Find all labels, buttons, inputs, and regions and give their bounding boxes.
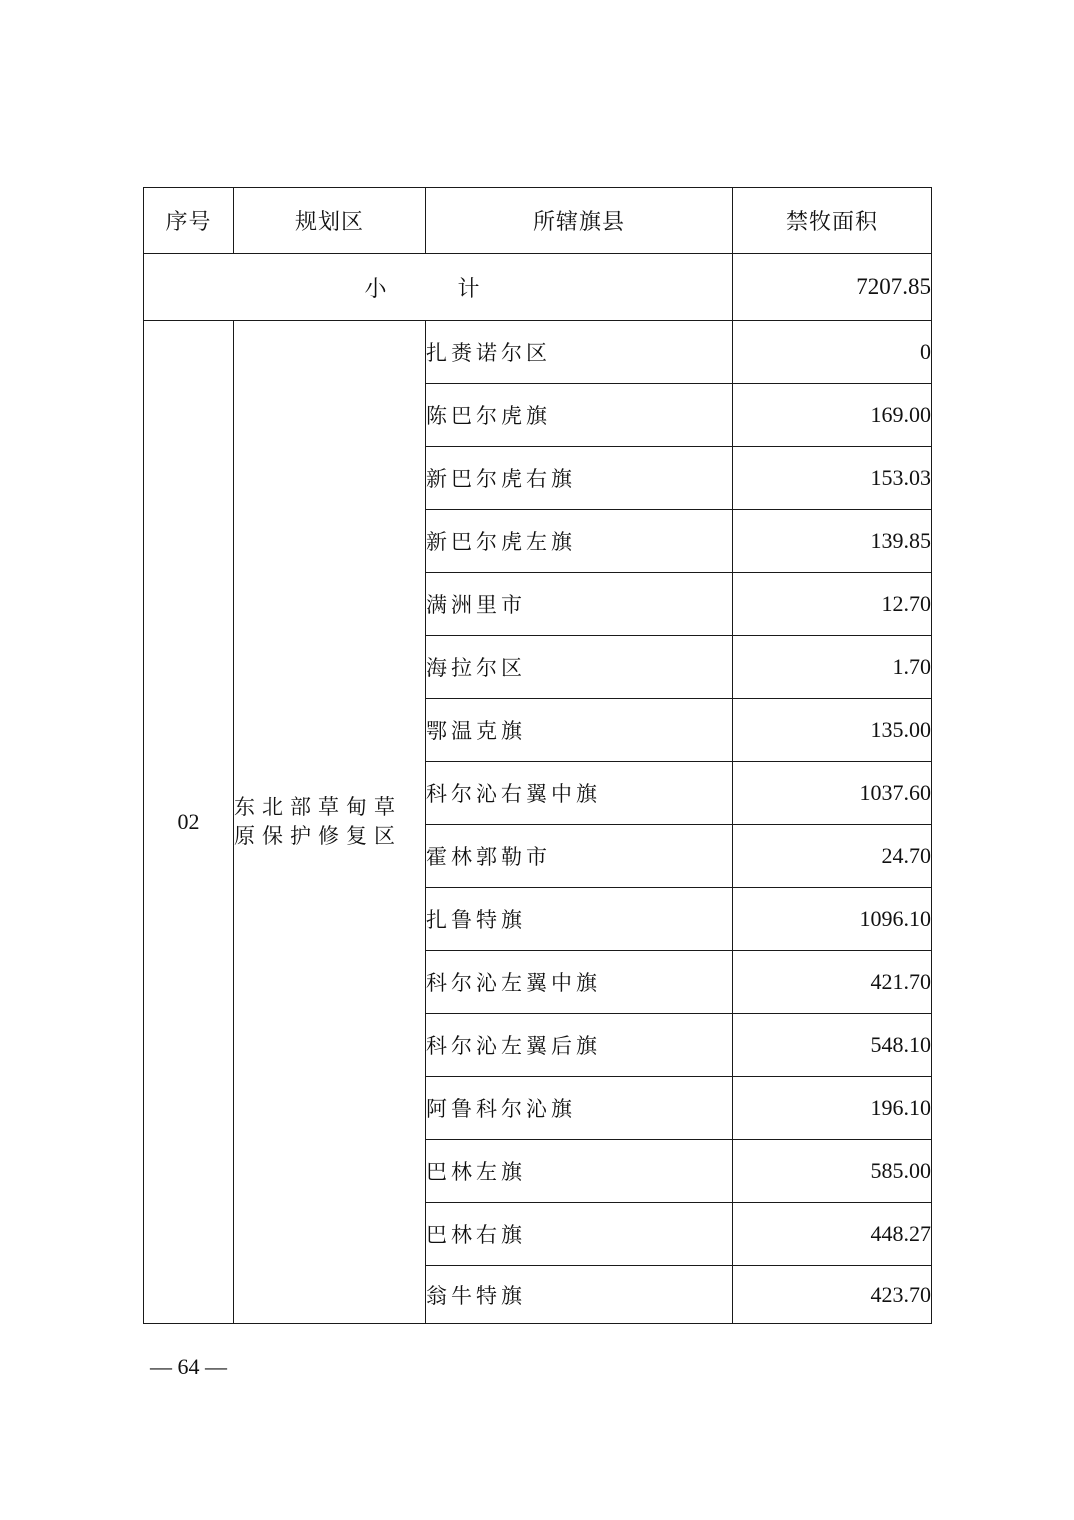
county-cell: 科尔沁右翼中旗 — [426, 762, 733, 825]
header-county: 所辖旗县 — [426, 188, 733, 254]
subtotal-row — [144, 254, 932, 321]
header-seq: 序号 — [144, 188, 234, 254]
group-seq: 02 — [144, 321, 234, 1324]
area-cell: 548.10 — [733, 1014, 932, 1077]
area-cell: 585.00 — [733, 1140, 932, 1203]
header-region: 规划区 — [234, 188, 426, 254]
area-cell: 421.70 — [733, 951, 932, 1014]
header-row — [144, 188, 932, 254]
area-cell: 196.10 — [733, 1077, 932, 1140]
page-number: — 64 — — [150, 1354, 227, 1379]
county-cell: 科尔沁左翼中旗 — [426, 951, 733, 1014]
county-cell: 新巴尔虎左旗 — [426, 510, 733, 573]
county-cell: 霍林郭勒市 — [426, 825, 733, 888]
county-cell: 满洲里市 — [426, 573, 733, 636]
county-cell: 扎赉诺尔区 — [426, 321, 733, 384]
county-cell: 鄂温克旗 — [426, 699, 733, 762]
area-cell: 0 — [733, 321, 932, 384]
group-region: 东北部草甸草原保护修复区 — [234, 321, 426, 1324]
area-cell: 12.70 — [733, 573, 932, 636]
county-cell: 扎鲁特旗 — [426, 888, 733, 951]
header-area: 禁牧面积 — [733, 188, 932, 254]
area-cell: 139.85 — [733, 510, 932, 573]
area-cell: 153.03 — [733, 447, 932, 510]
subtotal-value: 7207.85 — [733, 254, 932, 321]
county-cell: 巴林左旗 — [426, 1140, 733, 1203]
area-cell: 24.70 — [733, 825, 932, 888]
grazing-ban-table — [143, 187, 932, 1324]
area-cell: 1.70 — [733, 636, 932, 699]
county-cell: 科尔沁左翼后旗 — [426, 1014, 733, 1077]
county-cell: 翁牛特旗 — [426, 1266, 733, 1324]
county-cell: 阿鲁科尔沁旗 — [426, 1077, 733, 1140]
county-cell: 陈巴尔虎旗 — [426, 384, 733, 447]
area-cell: 135.00 — [733, 699, 932, 762]
county-cell: 巴林右旗 — [426, 1203, 733, 1266]
area-cell: 423.70 — [733, 1266, 932, 1324]
area-cell: 448.27 — [733, 1203, 932, 1266]
area-cell: 169.00 — [733, 384, 932, 447]
county-cell: 新巴尔虎右旗 — [426, 447, 733, 510]
area-cell: 1037.60 — [733, 762, 932, 825]
table-row — [144, 321, 932, 384]
county-cell: 海拉尔区 — [426, 636, 733, 699]
area-cell: 1096.10 — [733, 888, 932, 951]
subtotal-label: 小 计 — [144, 254, 733, 321]
